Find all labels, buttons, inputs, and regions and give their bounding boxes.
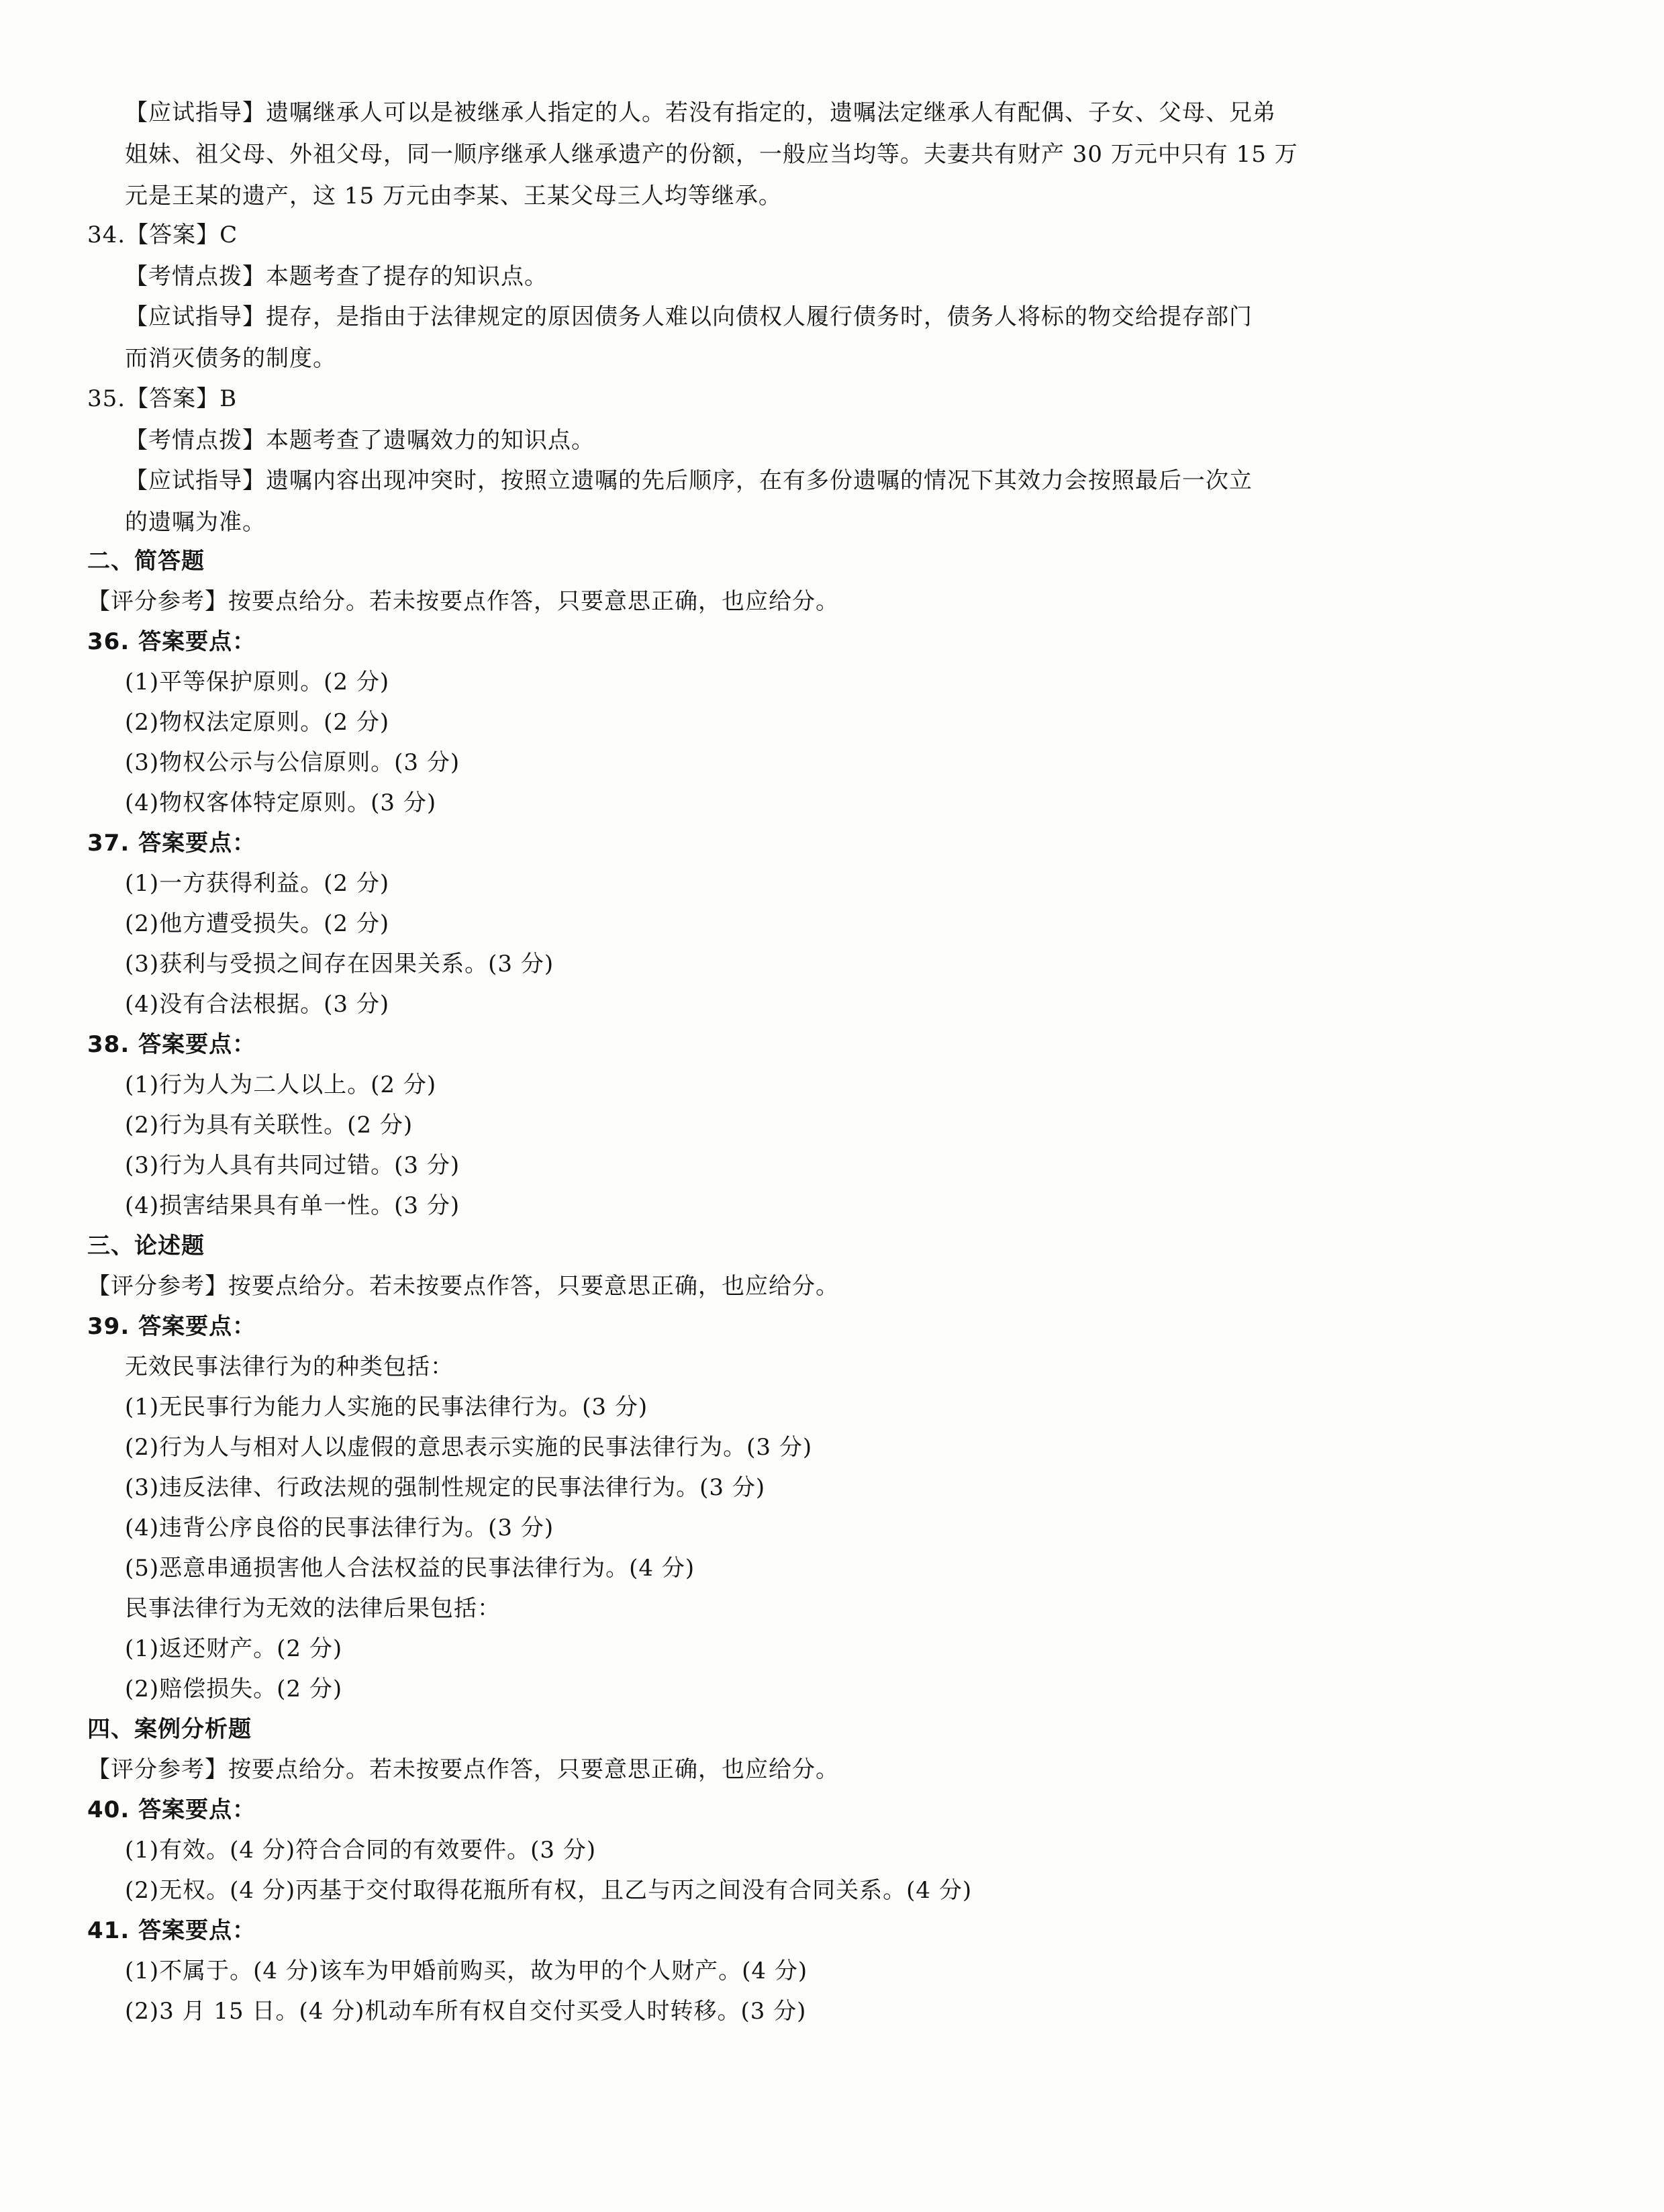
answer-point: (4)物权客体特定原则。(3 分) — [125, 789, 437, 816]
answer-point: (1)无民事行为能力人实施的民事法律行为。(3 分) — [125, 1394, 648, 1421]
question-answer-key: 36. 答案要点： — [87, 628, 256, 655]
section-title-case-analysis: 四、案例分析题 — [87, 1716, 252, 1743]
knowledge-point-line: 【考情点拨】本题考查了提存的知识点。 — [125, 263, 548, 290]
answer-point: (3)行为人具有共同过错。(3 分) — [125, 1152, 460, 1179]
answer-point: (3)违反法律、行政法规的强制性规定的民事法律行为。(3 分) — [125, 1474, 766, 1501]
answer-point: (3)物权公示与公信原则。(3 分) — [125, 749, 460, 776]
answer-point: (2)行为具有关联性。(2 分) — [125, 1112, 413, 1139]
guidance-line: 而消灭债务的制度。 — [125, 345, 336, 372]
guidance-line: 【应试指导】遗嘱继承人可以是被继承人指定的人。若没有指定的，遗嘱法定继承人有配偶、子女、父母、兄弟 — [125, 99, 1276, 126]
answer-point: (2)行为人与相对人以虚假的意思表示实施的民事法律行为。(3 分) — [125, 1434, 813, 1461]
answer-heading: 34.【答案】C — [87, 222, 238, 248]
answer-point: (1)有效。(4 分)符合合同的有效要件。(3 分) — [125, 1837, 597, 1864]
guidance-line: 【应试指导】遗嘱内容出现冲突时，按照立遗嘱的先后顺序，在有多份遗嘱的情况下其效力会按照最后一次立 — [125, 467, 1253, 494]
answer-point: (2)他方遭受损失。(2 分) — [125, 910, 390, 937]
guidance-line: 的遗嘱为准。 — [125, 509, 266, 536]
question-answer-key: 38. 答案要点： — [87, 1031, 256, 1058]
section-title-essay: 三、论述题 — [87, 1233, 205, 1259]
scoring-reference: 【评分参考】按要点给分。若未按要点作答，只要意思正确，也应给分。 — [87, 1756, 839, 1783]
answer-point: (5)恶意串通损害他人合法权益的民事法律行为。(4 分) — [125, 1555, 695, 1582]
answer-point: (4)损害结果具有单一性。(3 分) — [125, 1192, 460, 1219]
answer-point: (2)3 月 15 日。(4 分)机动车所有权自交付买受人时转移。(3 分) — [125, 1998, 807, 2025]
answer-point: (2)物权法定原则。(2 分) — [125, 709, 390, 736]
answer-point: (1)一方获得利益。(2 分) — [125, 870, 390, 897]
answer-subheading: 民事法律行为无效的法律后果包括： — [125, 1595, 501, 1622]
answer-point: (1)行为人为二人以上。(2 分) — [125, 1071, 437, 1098]
question-answer-key: 37. 答案要点： — [87, 830, 256, 857]
answer-point: (1)返还财产。(2 分) — [125, 1635, 343, 1662]
question-answer-key: 39. 答案要点： — [87, 1313, 256, 1340]
answer-point: (3)获利与受损之间存在因果关系。(3 分) — [125, 951, 554, 977]
question-answer-key: 41. 答案要点： — [87, 1917, 256, 1944]
guidance-line: 元是王某的遗产，这 15 万元由李某、王某父母三人均等继承。 — [125, 183, 782, 209]
section-title-short-answer: 二、简答题 — [87, 548, 205, 575]
scoring-reference: 【评分参考】按要点给分。若未按要点作答，只要意思正确，也应给分。 — [87, 588, 839, 615]
guidance-line: 姐妹、祖父母、外祖父母，同一顺序继承人继承遗产的份额，一般应当均等。夫妻共有财产 30 万元中只有 15 万 — [125, 141, 1298, 168]
answer-heading: 35.【答案】B — [87, 385, 238, 412]
answer-point: (2)赔偿损失。(2 分) — [125, 1676, 343, 1702]
answer-point: (1)平等保护原则。(2 分) — [125, 669, 390, 695]
answer-point: (2)无权。(4 分)丙基于交付取得花瓶所有权，且乙与丙之间没有合同关系。(4 分) — [125, 1877, 973, 1904]
answer-point: (1)不属于。(4 分)该车为甲婚前购买，故为甲的个人财产。(4 分) — [125, 1958, 808, 1984]
guidance-line: 【应试指导】提存，是指由于法律规定的原因债务人难以向债权人履行债务时，债务人将标的物交给提存部门 — [125, 303, 1253, 330]
scoring-reference: 【评分参考】按要点给分。若未按要点作答，只要意思正确，也应给分。 — [87, 1273, 839, 1300]
knowledge-point-line: 【考情点拨】本题考查了遗嘱效力的知识点。 — [125, 427, 595, 454]
answer-point: (4)没有合法根据。(3 分) — [125, 991, 390, 1018]
answer-subheading: 无效民事法律行为的种类包括： — [125, 1353, 454, 1380]
answer-point: (4)违背公序良俗的民事法律行为。(3 分) — [125, 1514, 554, 1541]
question-answer-key: 40. 答案要点： — [87, 1796, 256, 1823]
